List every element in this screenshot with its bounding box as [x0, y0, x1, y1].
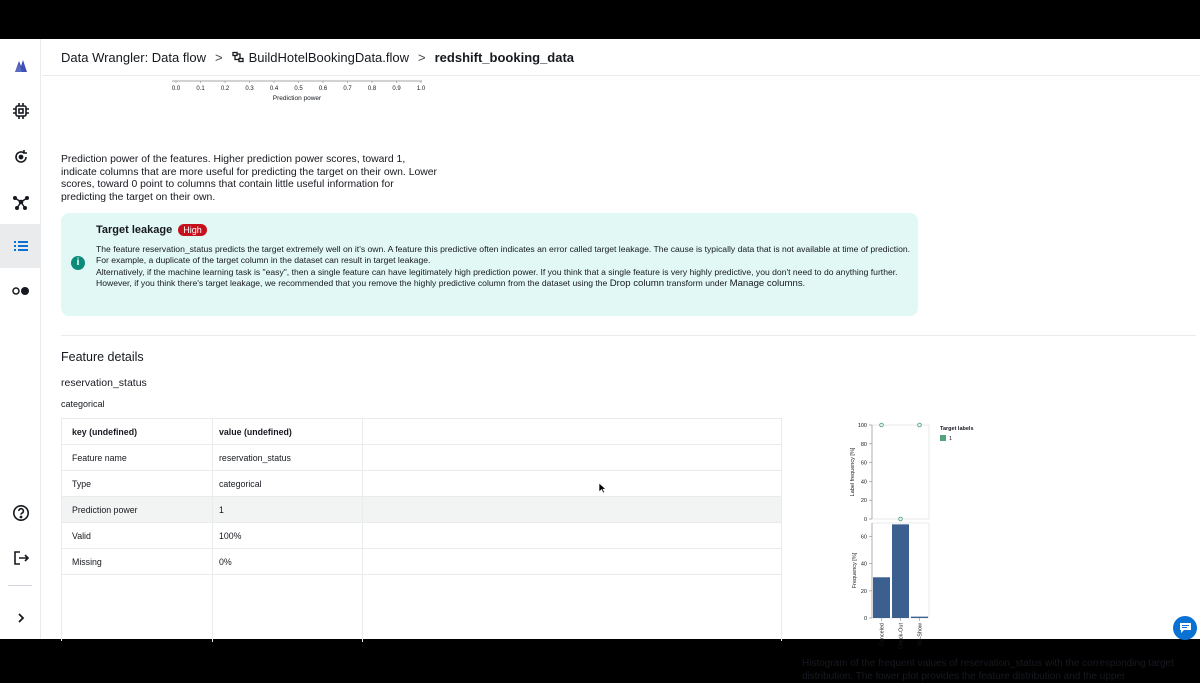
frequency-bar	[911, 617, 928, 618]
axis-tick-label: 1.0	[416, 86, 426, 92]
section-divider	[61, 335, 1196, 336]
bottom-ytick-label: 20	[860, 588, 867, 595]
axis-tick-label: 0.9	[392, 86, 401, 92]
cell-value: reservation_status	[219, 453, 291, 463]
flow-file-icon	[232, 51, 244, 63]
chip-icon[interactable]	[0, 89, 41, 133]
alert-period: .	[802, 277, 806, 288]
data-wrangler-logo-icon[interactable]	[0, 44, 41, 88]
cell-key: Missing	[72, 557, 102, 567]
info-icon: i	[71, 256, 85, 270]
table-header-row	[62, 419, 781, 445]
app-frame	[0, 39, 1200, 682]
drop-column-term: Drop column	[609, 277, 665, 289]
severity-badge: High	[178, 224, 207, 236]
left-nav-rail	[0, 39, 41, 639]
chat-icon	[1179, 622, 1192, 634]
feedback-chat-button[interactable]	[1173, 616, 1197, 640]
cell-value: 100%	[219, 531, 242, 541]
cell-key: Feature name	[72, 453, 127, 463]
toggle-dots-icon[interactable]	[0, 269, 41, 313]
bottom-ytick-label: 0	[863, 616, 867, 622]
alert-body	[96, 244, 911, 289]
axis-tick-label: 0.1	[196, 86, 205, 92]
frequency-bar	[892, 524, 909, 618]
cell-value: 1	[219, 505, 224, 515]
alert-title: Target leakage	[96, 224, 173, 236]
top-ytick-label: 60	[860, 460, 867, 467]
breadcrumb-flow-file[interactable]: BuildHotelBookingData.flow	[248, 49, 410, 65]
refresh-cycle-icon[interactable]	[0, 135, 41, 179]
sign-out-icon[interactable]	[0, 536, 41, 580]
help-icon[interactable]	[0, 491, 41, 535]
feature-details-title: Feature details	[61, 350, 144, 364]
prediction-power-description: Prediction power of the features. Higher prediction power scores, toward 1, indicate columns that are more useful for predicting the target on their own. Lower scores, toward 0 point to columns that contain little useful information for predicting the target on their own.	[61, 154, 437, 203]
feature-details-table	[61, 418, 782, 641]
axis-tick-label: 0.0	[171, 86, 181, 92]
top-ytick-label: 100	[857, 423, 867, 429]
axis-tick-label: 0.8	[367, 86, 377, 92]
alert-paragraph-2-mid: transform under	[666, 277, 728, 288]
list-icon[interactable]	[0, 224, 41, 268]
breadcrumb	[42, 39, 1200, 76]
main-content	[42, 77, 1200, 682]
bottom-plot-ylabel: Frequency [%]	[852, 552, 858, 589]
legend-swatch	[940, 435, 946, 441]
axis-tick-label: 0.3	[245, 86, 254, 92]
column-divider	[212, 419, 213, 642]
feature-name-label: reservation_status	[61, 377, 147, 389]
target-leakage-alert	[61, 213, 918, 316]
top-plot-frame	[872, 425, 929, 519]
manage-columns-term: Manage columns	[729, 277, 803, 289]
legend-entry: 1	[949, 436, 953, 442]
mouse-cursor-icon	[598, 482, 607, 494]
alert-paragraph-2	[96, 267, 911, 290]
cell-value: categorical	[219, 479, 262, 489]
table-row	[62, 445, 781, 471]
axis-tick-label: 0.5	[294, 86, 303, 92]
bottom-ytick-label: 60	[860, 534, 867, 541]
x-tick-label: Canceled	[879, 623, 886, 647]
breadcrumb-separator: >	[215, 49, 223, 65]
axis-label: Prediction power	[272, 95, 322, 102]
column-header-value: value (undefined)	[219, 427, 292, 437]
table-row	[62, 549, 781, 575]
table-row	[62, 497, 781, 523]
x-tick-label: No-Show	[917, 623, 924, 646]
axis-tick-label: 0.4	[269, 86, 279, 92]
rail-divider	[8, 585, 32, 586]
feature-type-label: categorical	[61, 399, 105, 409]
feature-histogram-chart	[794, 417, 974, 657]
top-ytick-label: 20	[860, 498, 867, 505]
cell-key: Prediction power	[72, 505, 138, 515]
top-ytick-label: 40	[860, 479, 867, 486]
cell-value: 0%	[219, 557, 232, 567]
cell-key: Valid	[72, 531, 91, 541]
chevron-right-icon[interactable]	[0, 596, 41, 640]
axis-tick-label: 0.7	[343, 86, 352, 92]
alert-title-row	[96, 224, 207, 236]
cell-key: Type	[72, 479, 92, 489]
breadcrumb-current: redshift_booking_data	[434, 49, 575, 65]
top-plot-ylabel: Label frequency [%]	[850, 447, 856, 497]
legend-title: Target labels	[940, 426, 974, 432]
alert-paragraph-2-text: Alternatively, if the machine learning task is "easy", then a single feature can have legitimately high prediction power. If you think that a single feature is very highly predictive, you don't need to do anything further. However, if you think there's target leakage, we recommended that you remove the highly predictive column from the dataset using the	[96, 266, 898, 288]
frequency-bar	[873, 577, 890, 618]
top-ytick-label: 0	[863, 517, 867, 523]
column-divider	[362, 419, 363, 642]
axis-tick-label: 0.6	[318, 86, 328, 92]
histogram-caption: Histogram of the frequent values of reservation_status with the corresponding target distribution. The lower plot provides the feature distribution and the upper	[802, 658, 1174, 682]
x-tick-label: Check-Out	[898, 623, 905, 650]
breadcrumb-separator: >	[418, 49, 426, 65]
breadcrumb-data-flow[interactable]: Data Wrangler: Data flow	[61, 49, 206, 65]
top-ytick-label: 80	[860, 441, 867, 448]
bottom-ytick-label: 40	[860, 561, 867, 568]
table-row	[62, 471, 781, 497]
prediction-power-axis	[170, 79, 425, 101]
column-header-key: key (undefined)	[72, 427, 138, 437]
alert-paragraph-1: The feature reservation_status predicts the target extremely well on it's own. A feature this predictive often indicates an error called target leakage. The cause is typically data that is not available at time of prediction. For example, a duplicate of the target column in the dataset can result in target leakage.	[96, 244, 911, 266]
table-row	[62, 523, 781, 549]
nodes-icon[interactable]	[0, 180, 41, 224]
axis-tick-label: 0.2	[220, 86, 230, 92]
